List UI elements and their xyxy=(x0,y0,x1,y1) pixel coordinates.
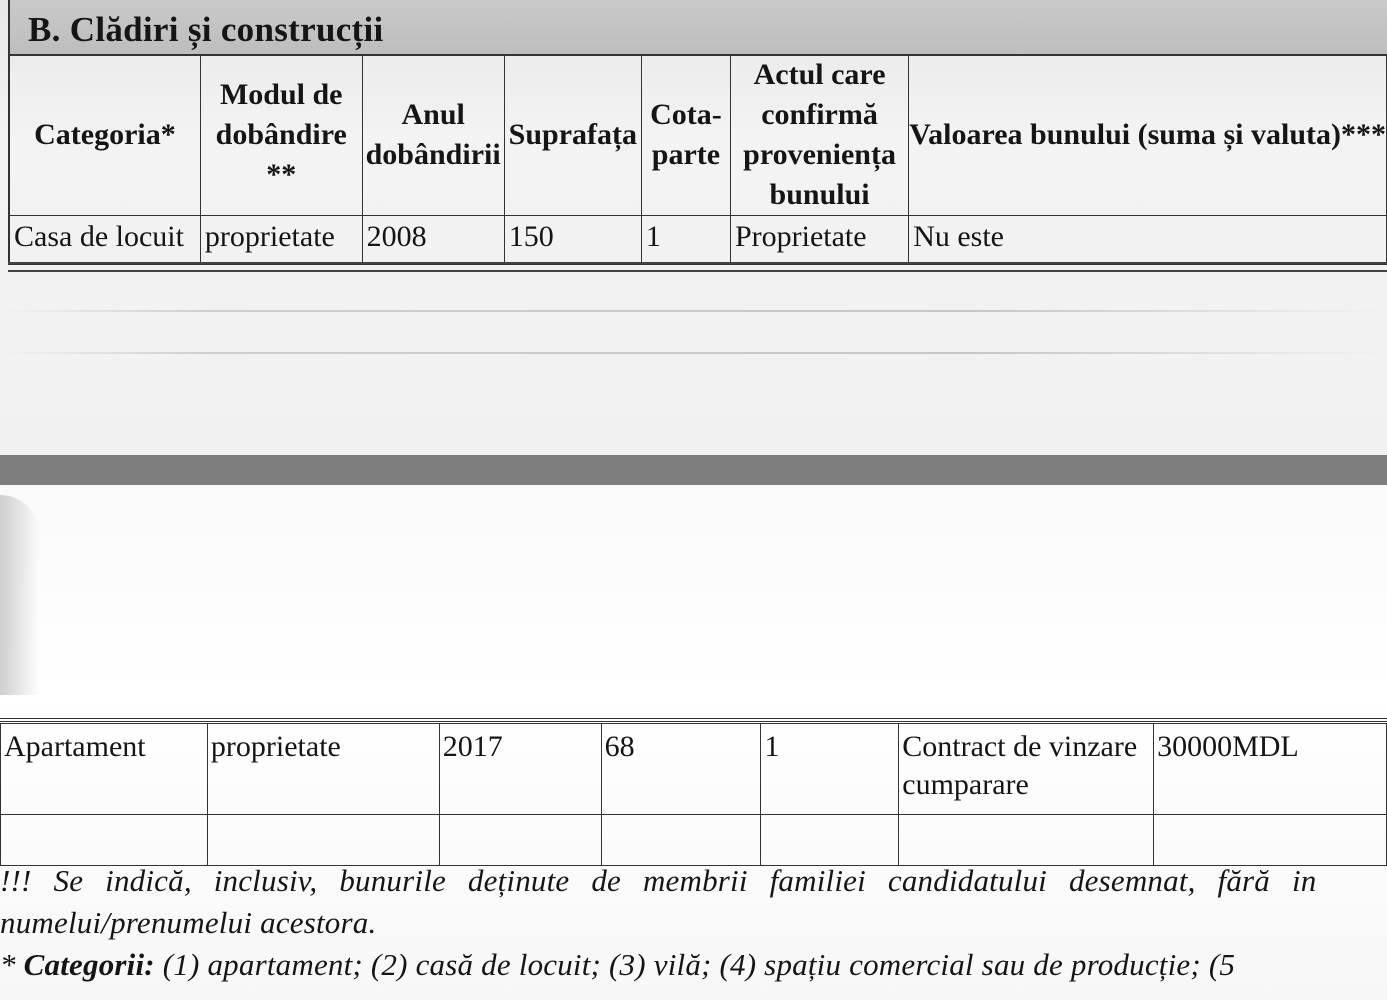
cell-cota: 1 xyxy=(761,724,899,815)
note-categories xyxy=(0,947,1235,983)
section-title: B. Clădiri și construcții xyxy=(28,10,384,49)
cell-empty xyxy=(601,815,761,866)
header-valoarea: Valoarea bunului (suma și valuta)*** xyxy=(909,55,1387,216)
header-actul: Actul care confirmă proveniența bunului xyxy=(730,55,908,216)
note-categories-prefix: * xyxy=(0,947,24,982)
table-row xyxy=(1,724,1387,815)
cell-actul: Contract de vinzare cumparare xyxy=(899,724,1154,815)
cell-empty xyxy=(899,815,1154,866)
scan-page-bottom xyxy=(0,485,1387,1000)
header-modul-dobandire: Modul de dobândire ** xyxy=(200,55,362,216)
header-anul-dobandirii: Anul dobândirii xyxy=(362,55,504,216)
header-cota-parte: Cota-parte xyxy=(641,55,730,216)
cell-empty xyxy=(761,815,899,866)
cell-actul: Proprietate xyxy=(730,216,908,265)
table-row-empty xyxy=(1,815,1387,866)
cell-suprafata: 68 xyxy=(601,724,761,815)
cell-anul: 2017 xyxy=(439,724,601,815)
cell-categoria: Apartament xyxy=(1,724,208,815)
note-categories-text: (1) apartament; (2) casă de locuit; (3) vilă; (4) spațiu comercial sau de producție; (5 xyxy=(154,947,1236,982)
cell-cota: 1 xyxy=(641,216,730,265)
cell-modul: proprietate xyxy=(207,724,439,815)
cell-valoarea: Nu este xyxy=(909,216,1387,265)
buildings-table xyxy=(8,54,1387,265)
scan-page-top xyxy=(0,0,1387,455)
bleed-through-line xyxy=(0,352,1387,354)
cell-empty xyxy=(1,815,208,866)
bleed-through-line xyxy=(0,310,1387,312)
note-line-1: !!! Se indică, inclusiv, bunurile deținute de membrii familiei candidatului desemnat, fără in xyxy=(0,863,1317,898)
page-gap xyxy=(0,455,1387,485)
section-header xyxy=(8,0,1387,56)
table-row xyxy=(9,216,1387,265)
cell-empty xyxy=(1154,815,1387,866)
cell-anul: 2008 xyxy=(362,216,504,265)
cell-valoarea: 30000MDL xyxy=(1154,724,1387,815)
header-suprafata: Suprafața xyxy=(504,55,641,216)
cell-categoria: Casa de locuit xyxy=(9,216,200,265)
header-categoria: Categoria* xyxy=(9,55,200,216)
cell-empty xyxy=(439,815,601,866)
note-categories-label: Categorii: xyxy=(23,947,155,982)
table-top-rule xyxy=(0,718,1387,722)
page-curl-shadow xyxy=(0,495,40,695)
cell-empty xyxy=(207,815,439,866)
note-line-2: numelui/prenumelui acestora. xyxy=(0,905,377,940)
table-header-row xyxy=(9,55,1387,216)
cell-modul: proprietate xyxy=(200,216,362,265)
buildings-table-continued xyxy=(0,723,1387,866)
cell-suprafata: 150 xyxy=(504,216,641,265)
table-bottom-rule xyxy=(8,262,1387,272)
